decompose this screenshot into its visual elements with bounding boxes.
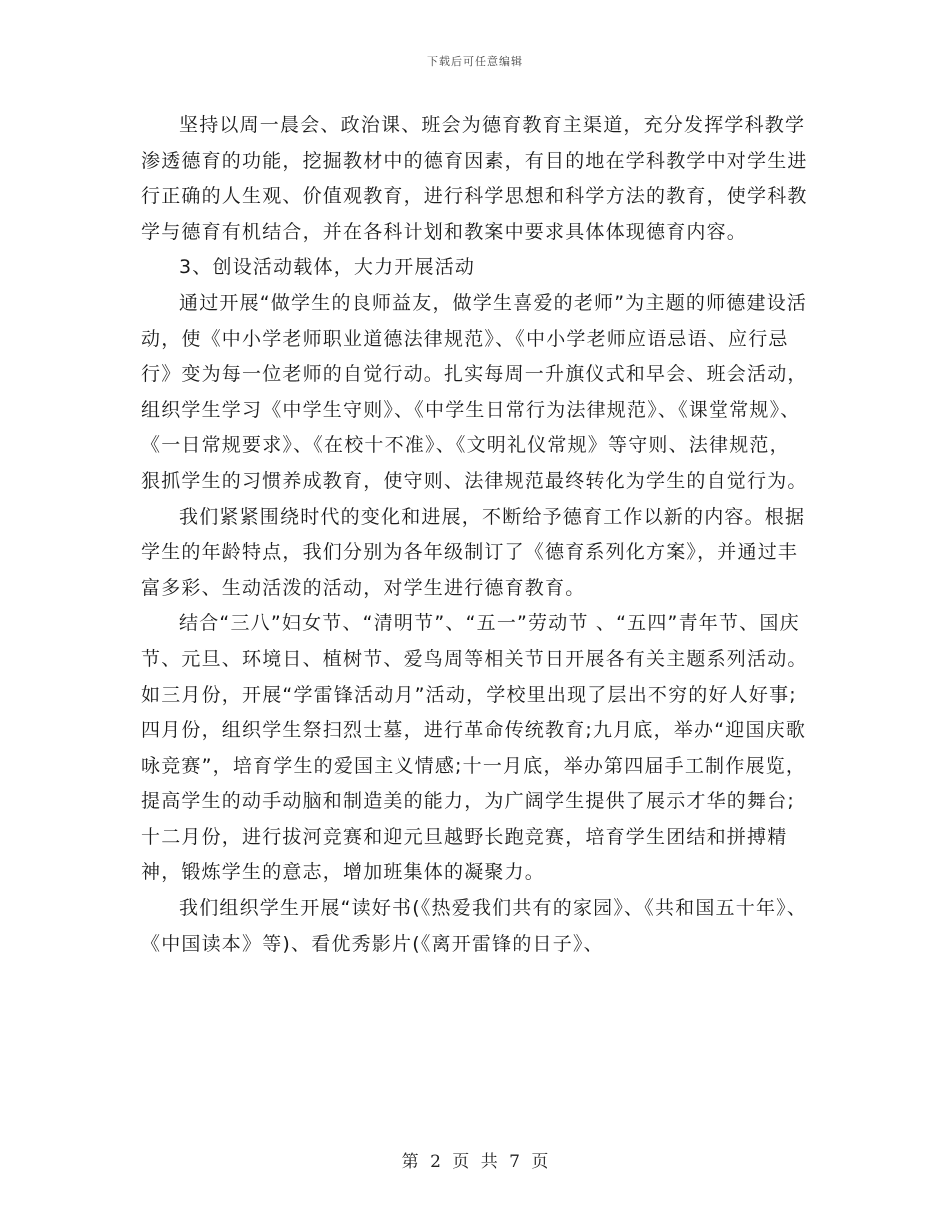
paragraph-2: 通过开展“做学生的良师益友，做学生喜爱的老师”为主题的师德建设活动，使《中小学老师职业道德法律规范》、《中小学老师应语忌语、应行忌行》变为每一位老师的自觉行动。扎实每周一升旗仪式和早会、班会活动，组织学生学习《中学生守则》、《中学生日常行为法律规范》、《课堂常规》、《一日常规要求》、《在校十不准》、《文明礼仪常规》等守则、法律规范，狠抓学生的习惯养成教育，使守则、法律规范最终转化为学生的自觉行为。 [141, 291, 808, 492]
paragraph-1: 坚持以周一晨会、政治课、班会为德育教育主渠道，充分发挥学科教学渗透德育的功能，挖掘教材中的德育因素，有目的地在学科教学中对学生进行正确的人生观、价值观教育，进行科学思想和科学方法的教育，使学科教学与德育有机结合，并在各科计划和教案中要求具体体现德育内容。 [141, 114, 808, 243]
document-body [141, 108, 809, 962]
page-number: 第 2 页 共 7 页 [401, 1152, 549, 1172]
section-heading: 3、创设活动载体，大力开展活动 [179, 256, 476, 279]
paragraph-5: 我们组织学生开展“读好书(《热爱我们共有的家园》、《共和国五十年》、《中国读本》等)、看优秀影片(《离开雷锋的日子》、 [141, 897, 808, 955]
page-header: 下载后可任意编辑 [427, 55, 523, 68]
paragraph-4: 结合“三八”妇女节、“清明节”、“五一”劳动节 、“五四”青年节、国庆节、元旦、环境日、植树节、爱鸟周等相关节日开展各有关主题系列活动。如三月份，开展“学雷锋活动月”活动，学校里出现了层出不穷的好人好事;四月份，组织学生祭扫烈士墓，进行革命传统教育;九月底，举办“迎国庆歌咏竞赛”，培育学生的爱国主义情感;十一月底，举办第四届手工制作展览，提高学生的动手动脑和制造美的能力，为广阔学生提供了展示才华的舞台;十二月份，进行拔河竞赛和迎元旦越野长跑竞赛，培育学生团结和拼搏精神，锻炼学生的意志，增加班集体的凝聚力。 [141, 612, 808, 884]
paragraph-3: 我们紧紧围绕时代的变化和进展，不断给予德育工作以新的内容。根据学生的年龄特点，我们分别为各年级制订了《德育系列化方案》，并通过丰富多彩、生动活泼的活动，对学生进行德育教育。 [141, 505, 806, 599]
